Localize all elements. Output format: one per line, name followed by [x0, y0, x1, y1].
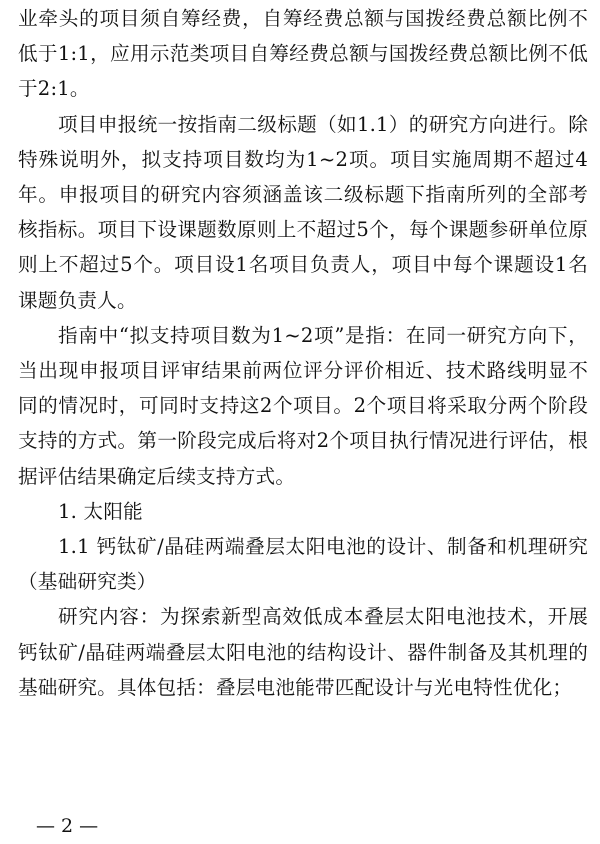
section-heading-solar: 1. 太阳能: [58, 499, 143, 523]
paragraph-funding-ratio: 业牵头的项目须自筹经费，自筹经费总额与国拨经费总额比例不低于1:1，应用示范类项目自筹经费总额与国拨经费总额比例不低于2:1。: [18, 7, 588, 101]
paragraph-research-content: 研究内容：为探索新型高效低成本叠层太阳电池技术，开展钙钛矿/晶硅两端叠层太阳电池的结构设计、器件制备及其机理的基础研究。具体包括：叠层电池能带匹配设计与光电特性优化；: [18, 605, 588, 699]
paragraph-support-explanation: 指南中“拟支持项目数为1~2项”是指：在同一研究方向下，当出现申报项目评审结果前两位评分评价相近、技术路线明显不同的情况时，可同时支持这2个项目。2个项目将采取分两个阶段支持的方式。第一阶段完成后将对2个项目执行情况进行评估，根据评估结果确定后续支持方式。: [18, 323, 588, 488]
subsection-heading-tandem-cell: 1.1 钙钛矿/晶硅两端叠层太阳电池的设计、制备和机理研究（基础研究类）: [18, 535, 588, 594]
document-page: [18, 0, 588, 705]
paragraph-application-rules: 项目申报统一按指南二级标题（如1.1）的研究方向进行。除特殊说明外，拟支持项目数均为1~2项。项目实施周期不超过4年。申报项目的研究内容须涵盖该二级标题下指南所列的全部考核指标。项目下设课题数原则上不超过5个，每个课题参研单位原则上不超过5个。项目设1名项目负责人，项目中每个课题设1名课题负责人。: [18, 112, 588, 312]
page-number: — 2 —: [36, 815, 99, 837]
